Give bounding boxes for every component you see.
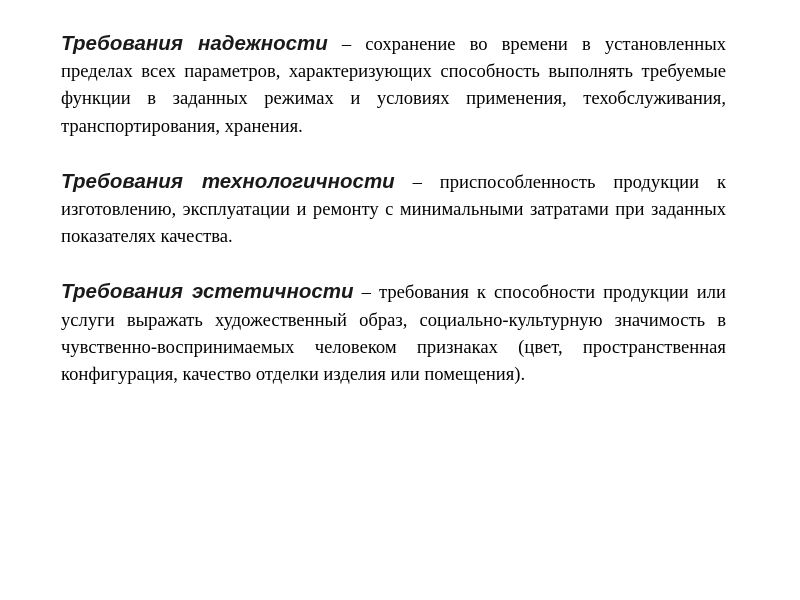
slide-content — [61, 30, 726, 388]
aesthetics-definition: – требования к способности продукции или услуги выражать художественный образ, социально-культурную значимость в чувственно-воспринимаемых человеком признаках (цвет, пространственная конфигурация, качество отделки изделия или помещения). — [61, 282, 726, 386]
aesthetics-paragraph — [61, 278, 726, 388]
manufacturability-term: Требования технологичности — [61, 169, 395, 193]
reliability-definition: – сохранение во времени в установленных пределах всех параметров, характеризующих способность выполнять требуемые функции в заданных режимах и условиях применения, техобслуживания, транспортирования, хранения. — [61, 34, 726, 137]
aesthetics-term: Требования эстетичности — [61, 280, 354, 304]
manufacturability-paragraph — [61, 168, 726, 251]
manufacturability-definition: – приспособленность продукции к изготовлению, эксплуатации и ремонту с минимальными затратами при заданных показателях качества. — [61, 171, 726, 248]
reliability-paragraph — [61, 30, 726, 140]
reliability-term: Требования надежности — [61, 32, 328, 55]
